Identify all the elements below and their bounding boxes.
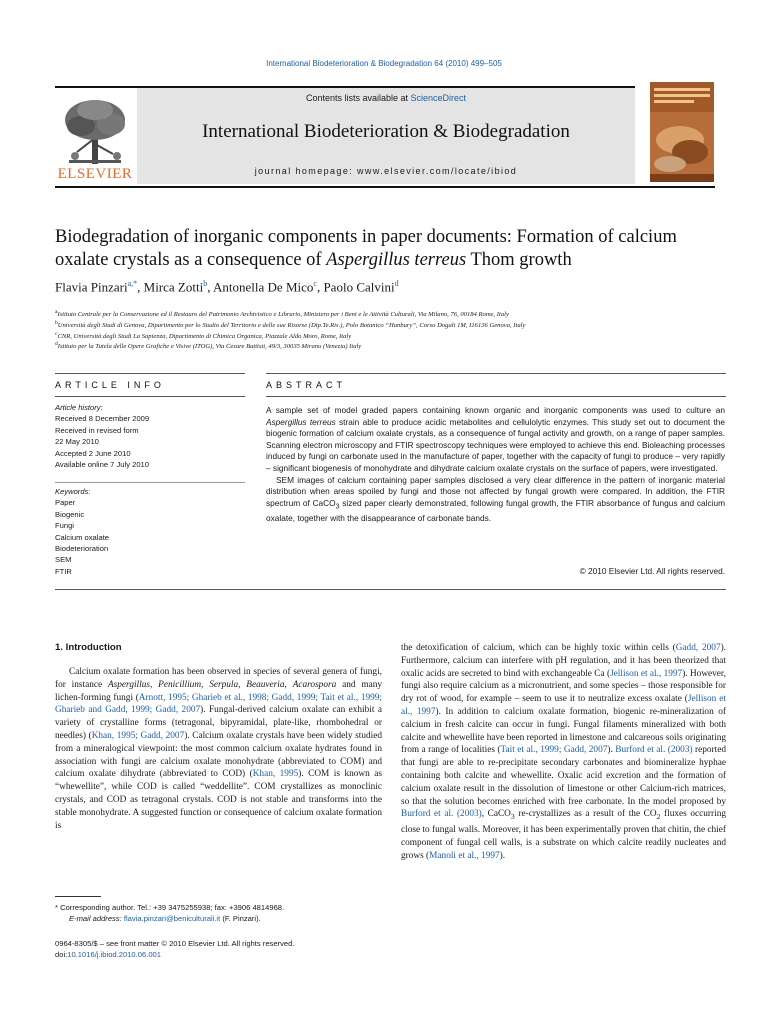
abstract-p2b: sized paper clearly demonstrated, following fungal growth, the FTIR absorbance of fungus and calcium oxalate, together with the disappearance of carbonate bands.: [266, 497, 725, 523]
article-info-rule-mid: [55, 396, 245, 397]
citation-link[interactable]: Jellison et al., 1997: [610, 668, 683, 679]
citation-link[interactable]: Gadd, 2007: [675, 643, 721, 653]
abstract-p2a: SEM images of calcium containing paper samples disclosed a very clear difference in the pattern of inorganic material distribution when areas spoiled by fungi and those not affected by fungal growth were compared. In addition, the FTIR spectrum of CaCO: [266, 474, 725, 508]
abstract-p1a: A sample set of model graded papers containing known organic and inorganic components was used to culture an: [266, 405, 725, 415]
elsevier-wordmark: ELSEVIER: [57, 166, 133, 182]
body-text: , CaCO: [481, 809, 511, 820]
body-text: ). In addition to calcium oxalate formation, biogenic re-mineralization of calcium in fresh calcite can occur in fungi. Fungal filaments mineralized with both calcite and whewellite have been reported in limestone and calcareous soils originating from a range of localities (: [401, 706, 726, 756]
body-text: and many lichen-forming fungi (: [55, 679, 383, 703]
journal-title: International Biodeterioration & Biodegradation: [202, 121, 570, 142]
keywords-block: [55, 486, 245, 577]
history-item: Available online 7 July 2010: [55, 460, 150, 470]
author-affiliation-mark[interactable]: d: [394, 279, 399, 288]
body-text: ). However, fungi also require calcium as a micronutrient, and some species – those responsible for dry rot of wood, for example – seem to use it to neutralize excess oxalate (: [401, 668, 726, 705]
history-item: Received in revised form: [55, 425, 139, 435]
journal-homepage[interactable]: journal homepage: www.elsevier.com/locate/ibiod: [254, 166, 518, 176]
journal-cover-thumbnail-icon[interactable]: [650, 82, 714, 182]
body-text: ).: [499, 850, 506, 861]
body-text: ,: [201, 679, 210, 690]
abstract-p1-species: Aspergillus terreus: [266, 416, 336, 427]
abstract-paragraph-2: [266, 475, 725, 525]
intro-paragraph-left: [55, 666, 382, 832]
genus-name: Aspergillus: [107, 679, 150, 690]
body-text: ). Furthermore, calcium can interfere with pH regulation, and it has been theorized that oxalic acids are secreted to bind with exchangeable Ca (: [401, 643, 726, 679]
body-right-column: [401, 642, 726, 862]
abstract-paragraph-1: [266, 405, 725, 475]
contents-prefix: Contents lists available at: [305, 93, 411, 103]
abstract-p2-sub: 3: [335, 503, 340, 511]
history-item: 22 May 2010: [55, 437, 99, 447]
history-label: Article history:: [55, 403, 103, 412]
body-text: Calcium oxalate formation has been observed in species of several genera of fungi, for instance: [55, 667, 382, 690]
affiliation-text: Università degli Studi di Genova, Dipartimento per lo Studio del Territorio e delle sue Risorse (Dip.Te.Ris.), Polo Botanico “Hanbury”, Corso Dogali 1M, I16136 Genova, Italy: [57, 322, 526, 330]
citation-link[interactable]: Burford et al. (2003): [615, 745, 693, 756]
author-affiliation-mark[interactable]: c: [313, 279, 317, 288]
author-affiliation-mark[interactable]: b: [203, 279, 208, 288]
body-text: ).: [607, 745, 616, 756]
affiliation-mark: c: [55, 331, 58, 337]
citation-link[interactable]: Tait et al., 1999; Gadd, 2007: [500, 745, 608, 756]
body-text: ,: [238, 679, 247, 690]
citation-link[interactable]: Jellison et al., 1997: [401, 694, 726, 717]
keyword-item: Calcium oxalate: [55, 532, 110, 542]
corresponding-author: [55, 902, 385, 913]
intro-paragraph-right: [401, 642, 726, 862]
abstract-rule-mid: [266, 396, 726, 397]
article-title-part1: Biodegradation of inorganic components in paper documents: Formation of calcium oxalate crystals as a consequence of: [55, 227, 677, 270]
article-history: [55, 402, 245, 470]
body-text: reported that fungi are able to re-precipitate secondary carbonates and biomineralize hyphae containing both calcite and whewellite. Oxalic acid excretion and the formation of calcium oxalate result in the dissolution of limestone or other Calcium-rich matrices, so that the solution becomes enriched with free carbonate. In the model proposed by: [401, 745, 726, 807]
doi-prefix: doi:: [55, 950, 68, 959]
author-affiliation-mark[interactable]: a,*: [127, 279, 138, 288]
subscript: 2: [656, 812, 661, 822]
abstract-rule-top: [266, 373, 726, 374]
issn-block: [55, 938, 455, 960]
body-text: ,: [150, 679, 159, 690]
body-text: fluxes occurring close to fungal walls. Moreover, it has been experimentally proven that chitin, the chief component of fungal cell walls, is a substrate on which calcite readily nucleates and grows (: [401, 809, 726, 861]
affiliation-text: CNR, Università degli Studi La Sapienza, Dipartimento di Chimica Organica, Piazzale Aldo Moro, Rome, Italy: [57, 333, 352, 341]
citation-link[interactable]: Arnott, 1995; Gharieb et al., 1998; Gadd, 1999; Tait et al., 1999; Gharieb and Gadd, 1999; Gadd, 2007: [55, 692, 382, 716]
article-title-species: Aspergillus terreus: [326, 250, 467, 270]
issn-line: 0964-8305/$ – see front matter © 2010 Elsevier Ltd. All rights reserved.: [55, 939, 295, 948]
affiliation-text: Istituto Centrale per la Conservazione ed il Restauro del Patrimonio Archivistico e Librario, Ministero per i Beni e le Attività Culturali, Via Milano, 76, 00184 Rome, Italy: [57, 311, 509, 319]
article-info-heading: ARTICLE INFO: [55, 380, 165, 390]
body-text: ). COM is known as “whewellite”, while COD is called “weddellite”. COM crystallizes as monoclinic crystals, and COD as tetragonal crystals. COD is not stable and transforms into the stable monohydrate. A suggested function or consequence of calcium oxalate formation is: [55, 769, 382, 831]
sciencedirect-link[interactable]: ScienceDirect: [410, 93, 467, 103]
copyright: © 2010 Elsevier Ltd. All rights reserved.: [579, 566, 725, 576]
genus-name: Serpula: [209, 679, 239, 690]
keyword-item: Biogenic: [55, 509, 85, 519]
keyword-list: [55, 497, 245, 577]
intro-heading: 1. Introduction: [55, 642, 122, 653]
keyword-item: Paper: [55, 498, 76, 508]
abstract-p1b: strain able to produce acidic metabolites and cellulolytic enzymes. This study set out to document the biogenic formation of calcium oxalate crystals, as a consequence of fungal activity and growth, on a range of paper samples. Scanning electron microscopy and FTIR spectroscopy techniques were employed to achieve this end. Bioleaching processes induced by fungi on carbonate used in the manufacture of paper, together with the capacity of fungi to produce – very rapidly – significant biogenesis of monohydrate and dihydrate calcium oxalate crystals on the surface of papers, were investigated.: [266, 416, 725, 473]
doi-link[interactable]: 10.1016/j.ibiod.2010.06.001: [67, 950, 161, 959]
abstract-body: [266, 405, 725, 525]
doi-line: [55, 949, 455, 960]
affiliation-mark: d: [55, 341, 58, 347]
genus-name: Penicillium: [158, 679, 202, 690]
citation-link[interactable]: Burford et al. (2003): [401, 809, 482, 820]
corresponding-text: Corresponding author. Tel.: +39 3475255938; fax: +3906 4814968.: [57, 903, 285, 912]
author-name: Antonella De Mico: [213, 279, 314, 295]
keyword-item: FTIR: [55, 566, 72, 576]
keywords-label: Keywords:: [55, 487, 91, 496]
body-left-column: [55, 666, 382, 832]
keyword-item: SEM: [55, 555, 72, 565]
article-title: [55, 226, 715, 272]
keyword-item: Biodeterioration: [55, 544, 109, 554]
article-info-rule-top: [55, 373, 245, 374]
email-line: [55, 913, 385, 924]
affiliation-text: Istituto per la Tutela delle Opere Grafiche e Visive (ITOG), Via Cesare Battisti, 49/3, 30035 Mirano (Venezia) Italy: [57, 343, 362, 351]
citation-link[interactable]: Manoli et al., 1997: [429, 850, 500, 861]
body-text: re-crystallizes as a result of the CO: [514, 809, 657, 820]
author-name: Paolo Calvini: [323, 279, 395, 295]
author-list: [55, 279, 715, 295]
email-link[interactable]: flavia.pinzari@beniculturali.it: [123, 914, 221, 923]
footnote-star: *: [55, 903, 58, 912]
history-item: Accepted 2 June 2010: [55, 448, 131, 458]
email-suffix: (F. Pinzari).: [220, 914, 261, 923]
body-text: the detoxification of calcium, which can be highly toxic within cells (: [401, 643, 676, 653]
author-separator: ,: [207, 279, 214, 295]
body-text: ,: [284, 679, 293, 690]
article-title-part2: Thom growth: [466, 250, 572, 270]
contents-line: [137, 93, 635, 103]
affiliation-item: [55, 339, 735, 352]
header-rule-bottom: [55, 186, 715, 188]
journal-citation[interactable]: International Biodeterioration & Biodegradation 64 (2010) 499–505: [266, 59, 502, 68]
genus-name: Beauveria: [246, 679, 285, 690]
citation-link[interactable]: Khan, 1995; Gadd, 2007: [91, 730, 185, 741]
history-list: [55, 413, 245, 470]
footnote: [55, 902, 385, 924]
keyword-item: Fungi: [55, 521, 74, 531]
footnote-rule: [55, 896, 101, 897]
email-label: E-mail address:: [69, 914, 124, 923]
author-name: Flavia Pinzari: [55, 279, 128, 295]
abstract-heading: ABSTRACT: [266, 380, 347, 390]
affiliation-mark: b: [55, 320, 58, 326]
body-text: ). Fungal-derived calcium oxalate can exhibit a variety of crystalline forms (tetragonal, bipyramidal, plate-like, rhombohedral or needles) (: [55, 705, 382, 741]
author-separator: ,: [316, 279, 324, 295]
affiliation-mark: a: [55, 309, 58, 315]
subscript: 3: [510, 812, 515, 822]
body-text: ). Calcium oxalate crystals have been widely studied from a mineralogical viewpoint: the most common calcium oxalate hydrates found in association with fungi are calcium oxalate monohydrate (abbreviated to COM) and calcium oxalate dihydrate (abbreviated to COD) (: [55, 730, 382, 780]
author-separator: ,: [137, 279, 144, 295]
author-name: Mirca Zotti: [143, 279, 204, 295]
genus-name: Acarospora: [292, 679, 337, 690]
citation-link[interactable]: Khan, 1995: [252, 769, 299, 780]
history-item: Received 8 December 2009: [55, 414, 150, 424]
keywords-rule: [55, 482, 245, 483]
abstract-rule-bottom: [55, 589, 726, 590]
